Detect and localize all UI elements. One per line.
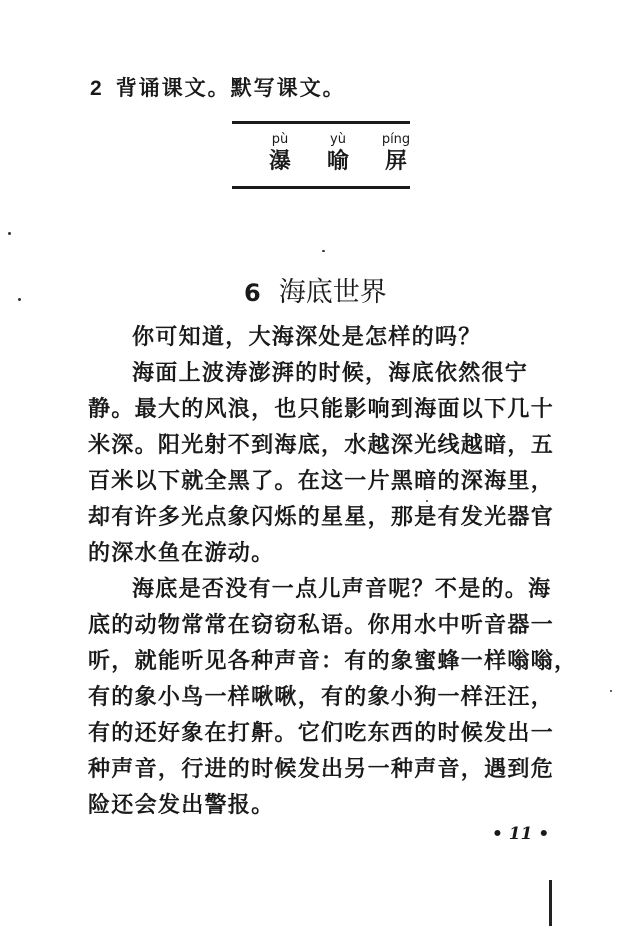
text-line: 听，就能听见各种声音：有的象蜜蜂一样嗡嗡， (88, 648, 578, 674)
lesson-number: 6 (244, 279, 261, 307)
vocab-character: 屏 (384, 148, 407, 174)
page-number: • 11 • (492, 824, 550, 844)
text-line: 种声音，行进的时候发出另一种声音，遇到危 (88, 756, 555, 782)
vocab-word (378, 132, 414, 174)
text-line: 却有许多光点象闪烁的星星，那是有发光器官 (88, 504, 555, 530)
text-line: 百米以下就全黑了。在这一片黑暗的深海里， (88, 468, 555, 494)
vocab-character: 瀑 (268, 148, 291, 174)
vocab-character: 喻 (326, 148, 349, 174)
lesson-title (244, 270, 387, 309)
text-line: 底的动物常常在窃窃私语。你用水中听音器一 (88, 612, 555, 638)
text-line: 你可知道，大海深处是怎样的吗？ (132, 324, 482, 350)
text-line: 有的象小鸟一样啾啾，有的象小狗一样汪汪， (88, 684, 555, 710)
lesson-title-text: 海底世界 (278, 277, 387, 308)
scan-speck (8, 232, 11, 235)
text-line: 米深。阳光射不到海底，水越深光线越暗，五 (88, 432, 555, 458)
scan-speck (610, 690, 612, 692)
text-line: 静。最大的风浪，也只能影响到海面以下几十 (88, 396, 555, 422)
vocab-word (320, 132, 356, 174)
text-line: 海面上波涛澎湃的时候，海底依然很宁 (132, 360, 529, 386)
vocab-pinyin: pù (271, 132, 289, 147)
exercise-item (90, 72, 346, 102)
text-line: 有的还好象在打鼾。它们吃东西的时候发出一 (88, 720, 555, 746)
text-line: 的深水鱼在游动。 (88, 540, 275, 566)
exercise-number: 2 (90, 77, 104, 100)
vocab-top-rule (232, 121, 410, 124)
scan-speck (322, 250, 325, 252)
text-line: 海底是否没有一点儿声音呢？不是的。海 (132, 576, 552, 602)
vocab-bottom-rule (232, 186, 410, 189)
exercise-text: 背诵课文。默写课文。 (115, 75, 346, 100)
vocab-pinyin: píng (381, 132, 411, 147)
text-line: 险还会发出警报。 (88, 792, 275, 818)
scan-edge-mark (549, 880, 552, 926)
scan-speck (18, 298, 21, 301)
vocab-box (262, 132, 414, 174)
scan-speck (426, 500, 428, 502)
vocab-pinyin: yù (330, 132, 346, 147)
vocab-word (262, 132, 298, 174)
